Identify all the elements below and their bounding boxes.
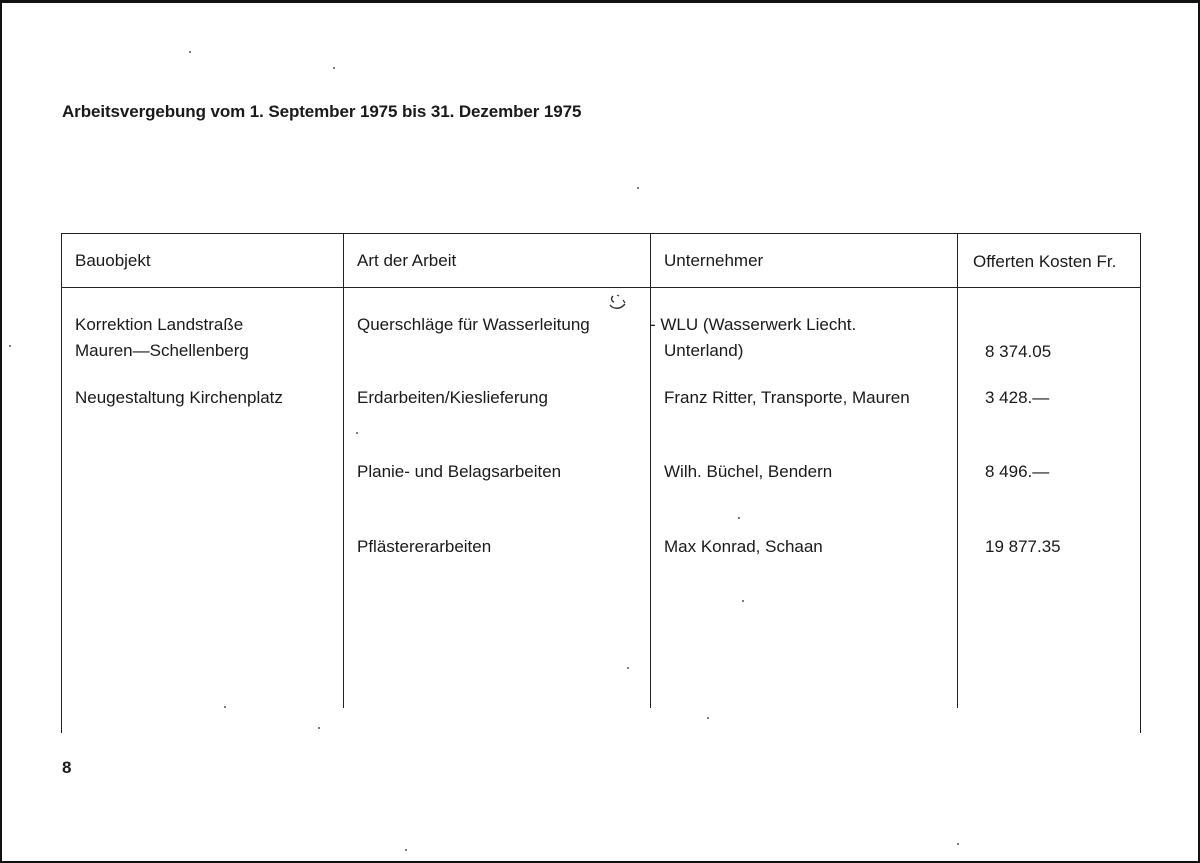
scan-speck xyxy=(627,667,629,669)
row1-art: Querschläge für Wasserleitung xyxy=(357,315,590,334)
header-offerten-kosten: Offerten Kosten Fr. xyxy=(973,252,1117,271)
header-bauobjekt: Bauobjekt xyxy=(75,251,151,270)
scan-speck xyxy=(707,717,709,719)
scan-speck xyxy=(356,432,358,434)
row2-kosten: 3 428.— xyxy=(985,388,1050,407)
header-unternehmer: Unternehmer xyxy=(664,251,764,270)
column-divider-3 xyxy=(957,233,958,708)
scan-speck xyxy=(318,727,320,729)
scan-speck xyxy=(742,600,744,602)
table-right-rule xyxy=(1140,233,1141,733)
scan-speck xyxy=(333,67,335,69)
row2-bauobjekt: Neugestaltung Kirchenplatz xyxy=(75,388,283,407)
document-title: Arbeitsvergebung vom 1. September 1975 bis 31. Dezember 1975 xyxy=(62,102,582,121)
scan-speck xyxy=(637,187,639,189)
row1-kosten: 8 374.05 xyxy=(985,342,1052,361)
header-bottom-rule xyxy=(61,287,1141,288)
pencil-mark-icon xyxy=(606,292,628,314)
header-art-der-arbeit: Art der Arbeit xyxy=(357,251,457,270)
scan-speck xyxy=(224,706,226,708)
column-divider-2 xyxy=(650,233,651,708)
row4-unternehmer: Max Konrad, Schaan xyxy=(664,537,823,556)
row3-art: Planie- und Belagsarbeiten xyxy=(357,462,562,481)
row2-art: Erdarbeiten/Kieslieferung xyxy=(357,388,548,407)
row2-unternehmer: Franz Ritter, Transporte, Mauren xyxy=(664,388,910,407)
row4-art: Pflästererarbeiten xyxy=(357,537,492,556)
table-left-rule xyxy=(61,233,62,733)
column-divider-1 xyxy=(343,233,344,708)
scan-speck xyxy=(738,517,740,519)
scan-speck xyxy=(405,849,407,851)
row3-kosten: 8 496.— xyxy=(985,462,1050,481)
row1-bauobjekt-line2: Mauren—Schellenberg xyxy=(75,341,249,360)
row1-unternehmer-line1: - WLU (Wasserwerk Liecht. xyxy=(650,315,857,334)
scan-speck xyxy=(189,51,191,53)
work-allocation-table xyxy=(61,233,1141,733)
scan-speck xyxy=(957,843,959,845)
page-number: 8 xyxy=(62,758,72,777)
row1-unternehmer-line2: Unterland) xyxy=(664,341,744,360)
row4-kosten: 19 877.35 xyxy=(985,537,1061,556)
row1-bauobjekt-line1: Korrektion Landstraße xyxy=(75,315,244,334)
table-top-rule xyxy=(61,233,1141,234)
scan-speck xyxy=(9,345,11,347)
row3-unternehmer: Wilh. Büchel, Bendern xyxy=(664,462,833,481)
